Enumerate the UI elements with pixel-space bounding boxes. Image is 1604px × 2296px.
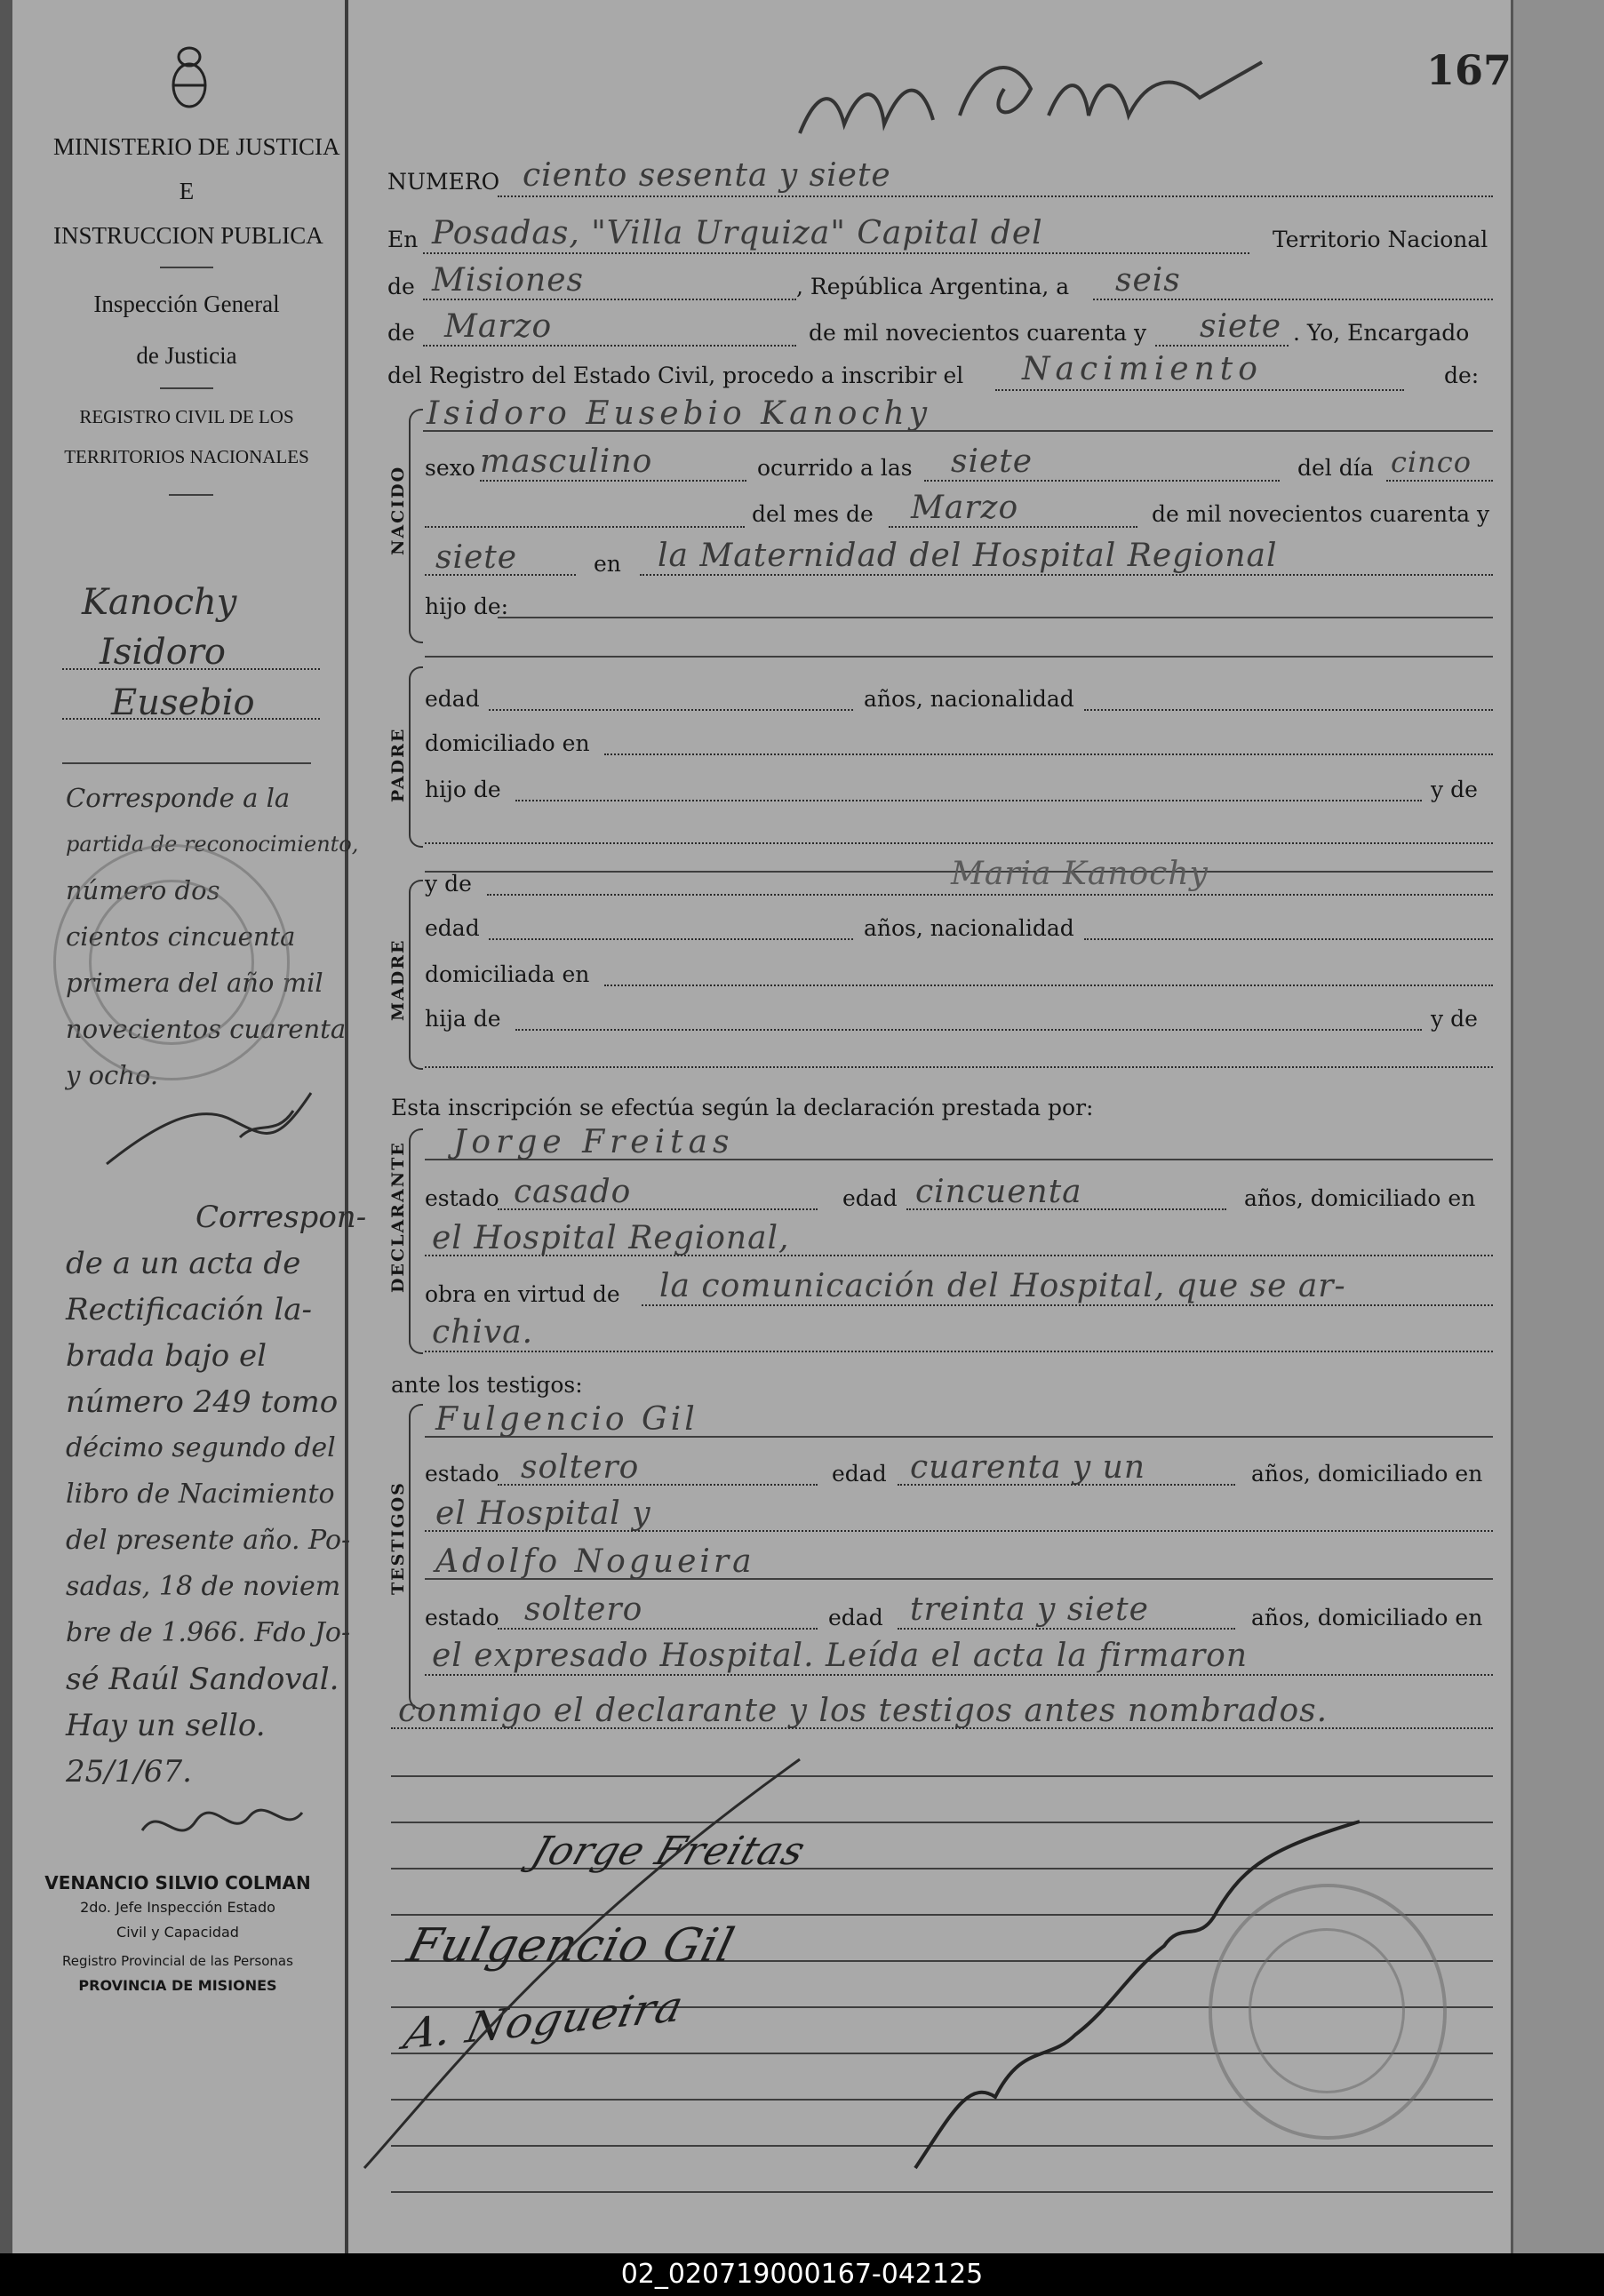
hora-line	[924, 480, 1280, 482]
testigo2-estado-value: soltero	[524, 1591, 643, 1628]
testigo1-edad-line	[898, 1484, 1235, 1486]
de2-label: de	[387, 320, 415, 346]
padre-hijode-line	[515, 800, 1422, 801]
padre-tag: PADRE	[388, 727, 408, 802]
lugar-value: la Maternidad del Hospital Regional	[658, 538, 1278, 574]
official-signature	[133, 1795, 311, 1857]
madre-yde2-label: y de	[1431, 1006, 1478, 1032]
ministry-line-3: INSTRUCCION PUBLICA	[53, 222, 323, 249]
inspection-line-1: Inspección General	[93, 291, 280, 317]
margin-note-line: Corresponde a la	[66, 783, 291, 813]
margin-note-line: número dos	[66, 875, 220, 905]
margin-rule	[169, 494, 213, 496]
madre-yde-label: y de	[425, 871, 472, 897]
testigo1-estado-line	[498, 1484, 818, 1486]
testigo2-line	[425, 1578, 1493, 1580]
testigo1-edad-value: cuarenta y un	[910, 1449, 1146, 1486]
obra-line-2	[425, 1351, 1493, 1352]
provincia-value: Misiones	[432, 262, 585, 299]
testigo1-estado-value: soltero	[521, 1449, 640, 1486]
margin-note-line: cientos cincuenta	[66, 921, 296, 952]
official-stamp-line: PROVINCIA DE MISIONES	[78, 1977, 277, 1994]
yo-label: . Yo, Encargado	[1293, 320, 1470, 346]
declarante-dom-line	[425, 1255, 1493, 1256]
obra-value: la comunicación del Hospital, que se ar-	[659, 1268, 1346, 1304]
ministry-line-1: MINISTERIO DE JUSTICIA	[53, 133, 340, 160]
testigo2-edad-label: edad	[828, 1605, 883, 1630]
margin-rule	[160, 387, 213, 389]
madre-abuela-line	[425, 1066, 1493, 1068]
mes-line	[423, 345, 796, 347]
numero-line	[498, 195, 1493, 197]
form-line	[498, 617, 1493, 618]
en-line	[423, 252, 1249, 254]
madre-hijade-line	[515, 1029, 1422, 1031]
declarante-value: Jorge Freitas	[453, 1124, 735, 1160]
dia-line	[1093, 299, 1493, 300]
signature-line	[391, 2191, 1493, 2193]
testigos-brace	[409, 1404, 423, 1710]
margin-stamp-inner	[89, 880, 254, 1045]
padre-brace	[409, 666, 423, 848]
margin-note-line: Correspon-	[196, 1200, 367, 1235]
margin-surname: Kanochy	[82, 582, 237, 623]
obra-label: obra en virtud de	[425, 1281, 620, 1307]
left-binding-edge	[0, 0, 12, 2253]
testigos-label: ante los testigos:	[391, 1372, 583, 1398]
sexo-line	[480, 480, 746, 482]
sweeping-signature-stroke	[338, 1742, 835, 2186]
margin-note-line: novecientos cuarenta	[66, 1014, 347, 1044]
madre-brace	[409, 880, 423, 1070]
declarante-dom-value: el Hospital Regional,	[432, 1220, 790, 1256]
de-label: de	[387, 274, 415, 299]
en-value: Posadas, "Villa Urquiza" Capital del	[432, 215, 1043, 251]
top-signature	[782, 36, 1280, 151]
margin-rule	[160, 267, 213, 268]
declarante-edad-line	[906, 1208, 1226, 1210]
registry-line-1: REGISTRO CIVIL DE LOS	[79, 406, 294, 427]
margin-note-line: de a un acta de	[66, 1246, 301, 1281]
testigo2-edad-value: treinta y siete	[910, 1591, 1149, 1628]
padre-edad-label: edad	[425, 686, 480, 712]
en-label: En	[387, 227, 419, 252]
obra-value-2: chiva.	[432, 1314, 534, 1351]
testigo1-line	[425, 1436, 1493, 1438]
testigo1-dom-line	[425, 1530, 1493, 1532]
madre-edad-label: edad	[425, 915, 480, 941]
declaracion-label: Esta inscripción se efectúa según la declaración prestada por:	[391, 1095, 1094, 1120]
registry-line-2: TERRITORIOS NACIONALES	[64, 446, 309, 467]
testigo1-signature: Fulgencio Gil	[402, 1919, 740, 1973]
testigo2-estado-label: estado	[425, 1605, 499, 1630]
testigos-tag: TESTIGOS	[388, 1481, 408, 1595]
madre-line	[487, 894, 1493, 896]
testigo1-edad-label: edad	[832, 1461, 887, 1487]
madre-tag: MADRE	[388, 938, 408, 1021]
nacido-brace	[409, 409, 423, 643]
madre-domiciliada-line	[604, 985, 1493, 986]
dia-value: seis	[1115, 262, 1181, 299]
margin-underline	[62, 718, 320, 720]
margin-note-line: del presente año. Po-	[66, 1525, 351, 1556]
margin-note-line: sé Raúl Sandoval.	[66, 1662, 339, 1697]
margin-first-name: Isidoro	[100, 632, 227, 673]
margin-signature-1	[98, 1084, 347, 1173]
obra-line	[642, 1304, 1493, 1306]
anio-label: de mil novecientos cuarenta y	[809, 320, 1147, 346]
right-page-edge	[1511, 0, 1604, 2253]
dia-nac-value: cinco	[1391, 445, 1472, 479]
margin-note-line: bre de 1.966. Fdo Jo-	[66, 1617, 351, 1648]
mil-label: de mil novecientos cuarenta y	[1152, 501, 1490, 527]
nacido-tag: NACIDO	[388, 465, 408, 555]
testigo1-dom-label: años, domiciliado en	[1251, 1461, 1483, 1487]
margin-rule	[62, 762, 311, 764]
hijo-label: hijo de:	[425, 594, 509, 619]
numero-label: NUMERO	[387, 169, 500, 195]
acto-line	[995, 389, 1404, 391]
declarante-edad-value: cincuenta	[915, 1174, 1082, 1210]
official-stamp-line: Registro Provincial de las Personas	[62, 1953, 293, 1969]
margin-note-line: 25/1/67.	[66, 1754, 192, 1790]
delmes-label: del mes de	[752, 501, 874, 527]
registry-seal-inner	[1249, 1928, 1405, 2093]
declarante-edad-label: edad	[842, 1185, 898, 1211]
padre-nacionalidad-label: años, nacionalidad	[864, 686, 1074, 712]
madre-edad-line	[489, 938, 853, 940]
mes-nac-line	[889, 526, 1137, 528]
cierre-value: conmigo el declarante y los testigos antes nombrados.	[398, 1693, 1329, 1729]
madre-nacionalidad-label: años, nacionalidad	[864, 915, 1074, 941]
margin-note-line: y ocho.	[66, 1060, 159, 1090]
testigo2-edad-line	[898, 1628, 1235, 1630]
de-colon-label: de:	[1444, 363, 1480, 388]
declarante-brace	[409, 1128, 423, 1354]
testigo2-dom-label: años, domiciliado en	[1251, 1605, 1483, 1630]
nombre-value: Isidoro Eusebio Kanochy	[427, 395, 932, 432]
sexo-label: sexo	[425, 455, 475, 481]
declarante-estado-line	[498, 1208, 818, 1210]
official-stamp-line: Civil y Capacidad	[116, 1924, 239, 1941]
padre-nacionalidad-line	[1084, 709, 1493, 711]
margin-note-line: primera del año mil	[66, 968, 323, 998]
margin-underline	[62, 668, 320, 670]
official-stamp-line: 2do. Jefe Inspección Estado	[80, 1899, 275, 1916]
testigo2-estado-line	[498, 1628, 818, 1630]
anio-nac-line	[425, 574, 576, 576]
declarante-dom-label: años, domiciliado en	[1244, 1185, 1476, 1211]
anio-line	[1155, 345, 1289, 347]
hora-value: siete	[951, 443, 1033, 480]
nombre-line	[423, 430, 1493, 432]
madre-domiciliada-label: domiciliada en	[425, 961, 590, 987]
testigo2-signature: A. Nogueira	[399, 1981, 689, 2060]
padre-edad-line	[489, 709, 853, 711]
margin-note-line: brada bajo el	[66, 1338, 267, 1374]
madre-value: Maria Kanochy	[951, 856, 1209, 892]
declarante-line	[425, 1159, 1493, 1160]
declarante-tag: DECLARANTE	[388, 1141, 408, 1293]
anio-nac-value: siete	[435, 539, 518, 576]
testigo2-dom-value: el expresado Hospital. Leída el acta la firmaron	[432, 1638, 1249, 1674]
declarante-estado-label: estado	[425, 1185, 499, 1211]
margin-note-line: libro de Nacimiento	[66, 1479, 335, 1510]
deldia-label: del día	[1297, 455, 1374, 481]
mes-value: Marzo	[444, 308, 553, 345]
testigo1-value: Fulgencio Gil	[435, 1401, 698, 1438]
margin-note-line: número 249 tomo	[66, 1384, 339, 1420]
padre-domiciliado-label: domiciliado en	[425, 730, 590, 756]
padre-hijode-label: hijo de	[425, 777, 501, 802]
numero-value: ciento sesenta y siete	[523, 157, 891, 194]
declarante-estado-value: casado	[514, 1174, 632, 1210]
padre-yde-label: y de	[1431, 777, 1478, 802]
form-line	[425, 656, 1493, 658]
margin-note-line: sadas, 18 de noviem	[66, 1571, 341, 1602]
margin-note-line: Hay un sello.	[66, 1708, 266, 1743]
padre-abuela-line	[425, 842, 1493, 844]
page-number: 167	[1426, 46, 1512, 94]
margin-note-line: décimo segundo del	[66, 1432, 336, 1463]
dia-nac-line	[1386, 480, 1493, 482]
coat-of-arms-icon	[167, 43, 211, 112]
en2-label: en	[594, 551, 621, 577]
official-stamp-line: VENANCIO SILVIO COLMAN	[44, 1872, 311, 1893]
cierre-line	[391, 1727, 1493, 1729]
margin-note-line: Rectificación la-	[66, 1292, 313, 1327]
margin-second-name: Eusebio	[111, 682, 255, 723]
lugar-line	[640, 574, 1493, 576]
anio-value: siete	[1200, 308, 1282, 345]
ocurrido-label: ocurrido a las	[757, 455, 913, 481]
acto-value: Nacimiento	[1022, 351, 1263, 387]
ministry-line-2: E	[179, 178, 195, 204]
provincia-line	[423, 299, 796, 300]
file-caption: 02_020719000167-042125	[0, 2253, 1604, 2296]
testigo1-dom-value: el Hospital y	[435, 1495, 651, 1532]
blank-line	[425, 526, 745, 528]
territorio-label: Territorio Nacional	[1273, 227, 1488, 252]
padre-domiciliado-line	[604, 753, 1493, 755]
madre-nacionalidad-line	[1084, 938, 1493, 940]
inspection-line-2: de Justicia	[136, 342, 237, 369]
testigo2-value: Adolfo Nogueira	[435, 1543, 755, 1580]
testigo1-estado-label: estado	[425, 1461, 499, 1487]
mes-nac-value: Marzo	[911, 490, 1019, 526]
republica-label: , República Argentina, a	[796, 274, 1070, 299]
madre-hijade-label: hija de	[425, 1006, 501, 1032]
declarante-signature: Jorge Freitas	[525, 1829, 811, 1874]
registro-label: del Registro del Estado Civil, procedo a inscribir el	[387, 363, 964, 388]
testigo2-dom-line	[425, 1674, 1493, 1676]
margin-note-line: partida de reconocimiento,	[66, 832, 359, 857]
sexo-value: masculino	[480, 443, 653, 480]
